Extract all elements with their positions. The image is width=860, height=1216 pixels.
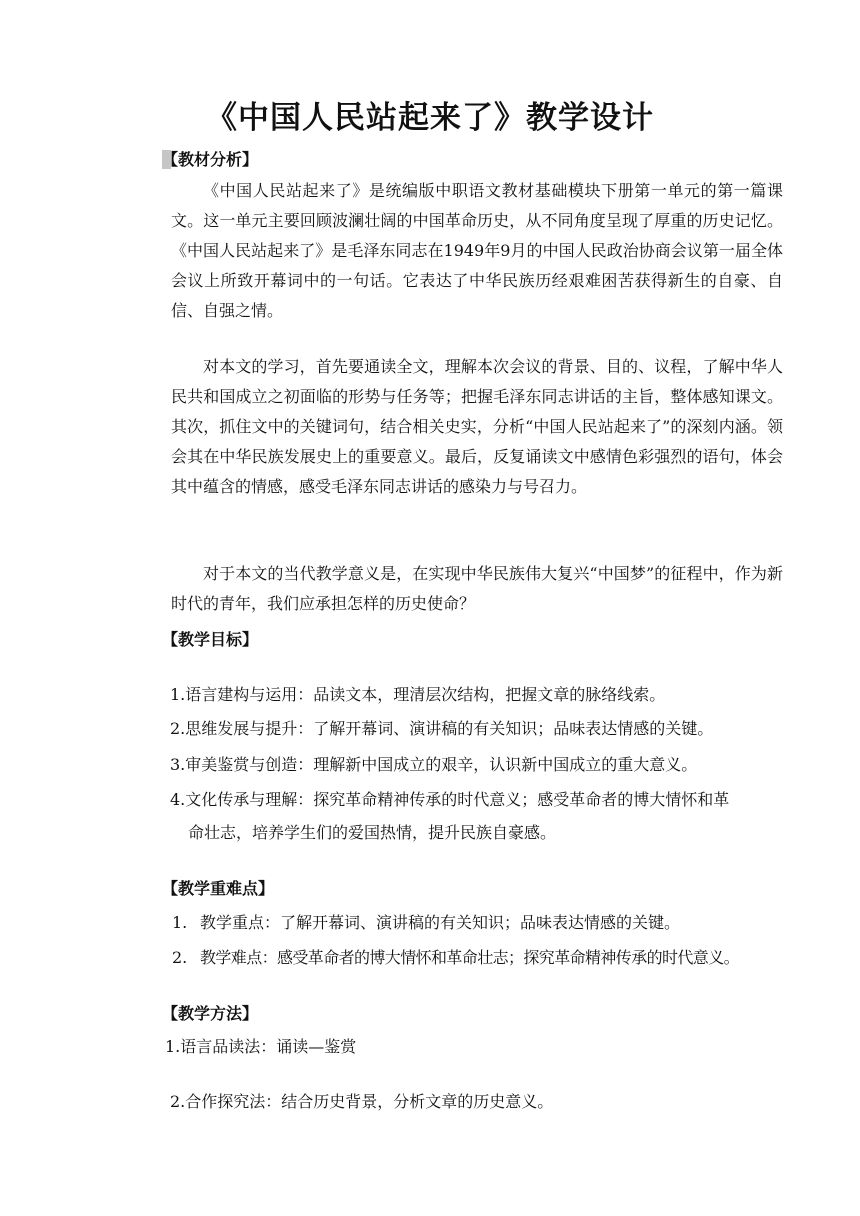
keypoint-item-2-text: 教学难点：感受革命者的博大情怀和革命壮志；探究革命精神传承的时代意义。: [200, 948, 740, 967]
document-title: 《中国人民站起来了》教学设计: [206, 100, 654, 136]
goal-item-2-text: 思维发展与提升：了解开幕词、演讲稿的有关知识；品味表达情感的关键。: [185, 719, 714, 738]
goal-item-1-num: 1.: [170, 685, 186, 704]
section-heading-analysis: [162, 148, 258, 172]
goal-item-3-text: 审美鉴赏与创造：理解新中国成立的艰辛，认识新中国成立的重大意义。: [185, 755, 698, 774]
keypoint-item-1-num: 1.: [172, 913, 188, 932]
section-heading-goals: 【教学目标】: [162, 630, 259, 649]
method-item-1-num: 1.: [165, 1037, 181, 1056]
method-item-1: [165, 1032, 356, 1062]
goal-item-3-num: 3.: [170, 755, 186, 774]
analysis-paragraph-2: 对本文的学习，首先要通读全文，理解本次会议的背景、目的、议程，了解中华人民共和国成立之初面临的形势与任务等；把握毛泽东同志讲话的主旨，整体感知课文。其次，抓住文中的关键词句，结合相关史实，分析“中国人民站起来了”的深刻内涵。领会其在中华民族发展史上的重要意义。最后，反复诵读文中感情色彩强烈的语句，体会其中蕴含的情感，感受毛泽东同志讲话的感染力与号召力。: [171, 357, 783, 496]
section-heading-methods: 【教学方法】: [162, 1004, 259, 1023]
keypoint-item-1: [172, 908, 680, 938]
keypoint-item-1-text: 教学重点：了解开幕词、演讲稿的有关知识；品味表达情感的关键。: [200, 913, 681, 932]
keypoint-item-2: [172, 943, 739, 973]
section-heading-analysis-text: 【教材分析】: [162, 150, 259, 169]
method-item-1-text: 语言品读法：诵读—鉴赏: [180, 1037, 357, 1056]
goal-item-2: [170, 714, 713, 744]
keypoint-item-2-num: 2.: [172, 948, 188, 967]
method-item-2: [170, 1087, 553, 1117]
goal-item-4-num: 4.: [170, 790, 186, 809]
method-item-2-num: 2.: [170, 1092, 186, 1111]
method-item-2-text: 合作探究法：结合历史背景，分析文章的历史意义。: [185, 1092, 554, 1111]
analysis-paragraph-3: 对于本文的当代教学意义是，在实现中华民族伟大复兴“中国梦”的征程中，作为新时代的青年，我们应承担怎样的历史使命？: [171, 564, 783, 613]
goal-item-3: [170, 750, 697, 780]
goal-item-4-text: 文化传承与理解：探究革命精神传承的时代意义；感受革命者的博大情怀和革: [185, 790, 730, 809]
section-heading-keypoints: 【教学重难点】: [162, 879, 275, 898]
goal-item-1-text: 语言建构与运用：品读文本，理清层次结构，把握文章的脉络线索。: [185, 685, 666, 704]
goal-item-4-continuation: 命壮志，培养学生们的爱国热情，提升民族自豪感。: [188, 823, 557, 842]
goal-item-2-num: 2.: [170, 719, 186, 738]
goal-item-4: [170, 785, 729, 815]
analysis-paragraph-1: 《中国人民站起来了》是统编版中职语文教材基础模块下册第一单元的第一篇课文。这一单元主要回顾波澜壮阔的中国革命历史，从不同角度呈现了厚重的历史记忆。《中国人民站起来了》是毛泽东同志在1949年9月的中国人民政治协商会议第一届全体会议上所致开幕词中的一句话。它表达了中华民族历经艰难困苦获得新生的自豪、自信、自强之情。: [171, 181, 783, 320]
goal-item-1: [170, 680, 665, 710]
